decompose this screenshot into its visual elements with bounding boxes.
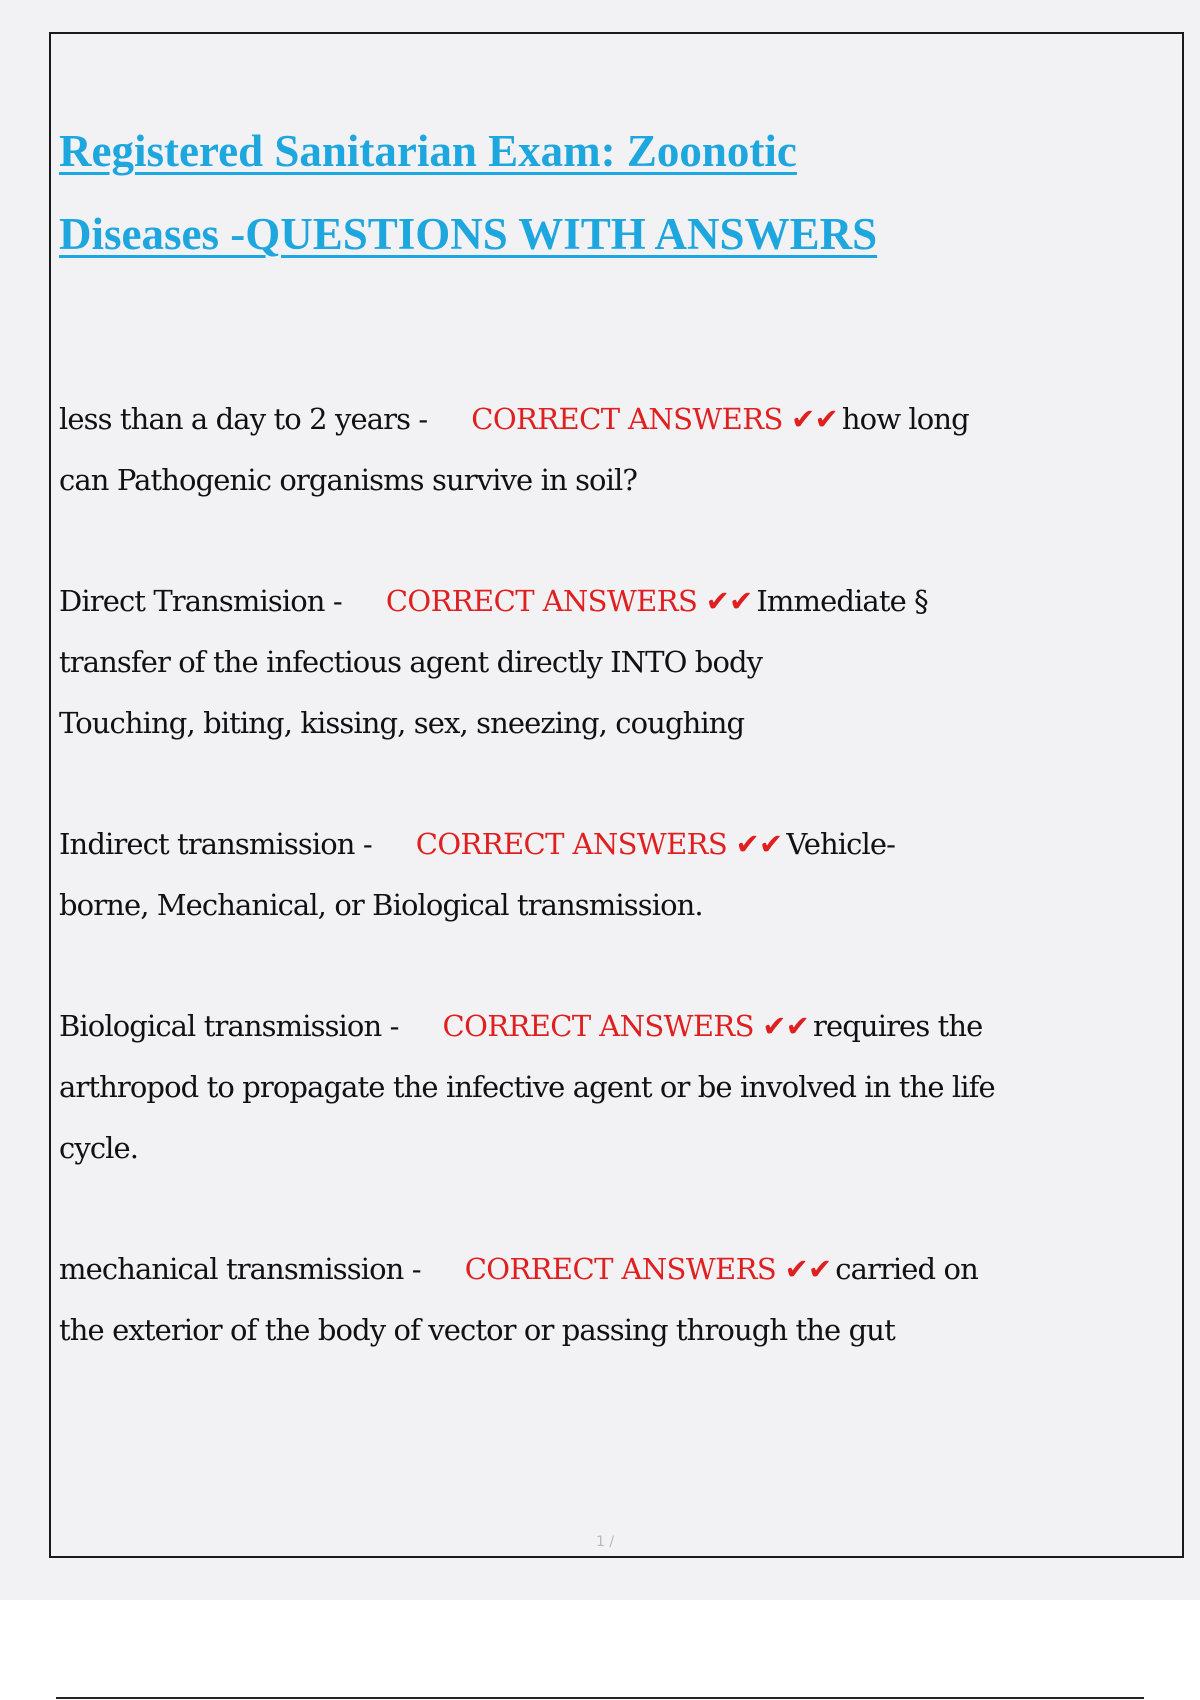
qa-answer-start: Vehicle-	[786, 827, 895, 861]
qa-line	[59, 1239, 1059, 1300]
qa-term: Biological transmission -	[59, 1009, 399, 1043]
qa-entry-mechanical-transmission	[59, 1239, 1059, 1361]
footer-divider	[56, 1697, 1144, 1699]
document-title	[59, 110, 1059, 276]
qa-line	[59, 571, 1059, 632]
correct-answers-label: CORRECT ANSWERS	[442, 1009, 754, 1043]
title-line-1: Registered Sanitarian Exam: Zoonotic	[59, 126, 797, 176]
qa-answer-start: Immediate §	[756, 584, 928, 618]
qa-line	[59, 389, 1059, 450]
qa-entry-indirect-transmission	[59, 814, 1059, 936]
double-check-icon: ✔✔	[705, 584, 753, 618]
qa-entry-biological-transmission	[59, 996, 1059, 1179]
qa-answer-line: can Pathogenic organisms survive in soil?	[59, 463, 638, 497]
qa-answer-start: requires the	[813, 1009, 983, 1043]
qa-term: mechanical transmission -	[59, 1252, 421, 1286]
qa-answer-line: Touching, biting, kissing, sex, sneezing, coughing	[59, 706, 745, 740]
qa-line	[59, 996, 1059, 1057]
correct-answers-label: CORRECT ANSWERS	[471, 402, 783, 436]
qa-entry-soil-survival	[59, 389, 1059, 511]
qa-answer-line: arthropod to propagate the infective agent or be involved in the life	[59, 1070, 995, 1104]
double-check-icon: ✔✔	[762, 1009, 810, 1043]
qa-entry-direct-transmission	[59, 571, 1059, 754]
qa-answer-line: cycle.	[59, 1131, 139, 1165]
qa-answer-start: how long	[841, 402, 969, 436]
correct-answers-label: CORRECT ANSWERS	[464, 1252, 777, 1286]
double-check-icon: ✔✔	[791, 402, 838, 436]
correct-answers-label: CORRECT ANSWERS	[415, 827, 728, 861]
double-check-icon: ✔✔	[735, 827, 783, 861]
qa-term: less than a day to 2 years -	[59, 402, 428, 436]
title-line-2: Diseases -QUESTIONS WITH ANSWERS	[59, 209, 878, 259]
qa-term: Direct Transmision -	[59, 584, 342, 618]
qa-answer-line: transfer of the infectious agent directly INTO body	[59, 645, 763, 679]
correct-answers-label: CORRECT ANSWERS	[385, 584, 698, 618]
qa-answer-line: borne, Mechanical, or Biological transmission.	[59, 888, 703, 922]
qa-answer-line: the exterior of the body of vector or passing through the gut	[59, 1313, 895, 1347]
qa-term: Indirect transmission -	[59, 827, 372, 861]
double-check-icon: ✔✔	[784, 1252, 832, 1286]
qa-line	[59, 814, 1059, 875]
qa-answer-start: carried on	[835, 1252, 978, 1286]
page-number: 1 /	[596, 1534, 615, 1550]
